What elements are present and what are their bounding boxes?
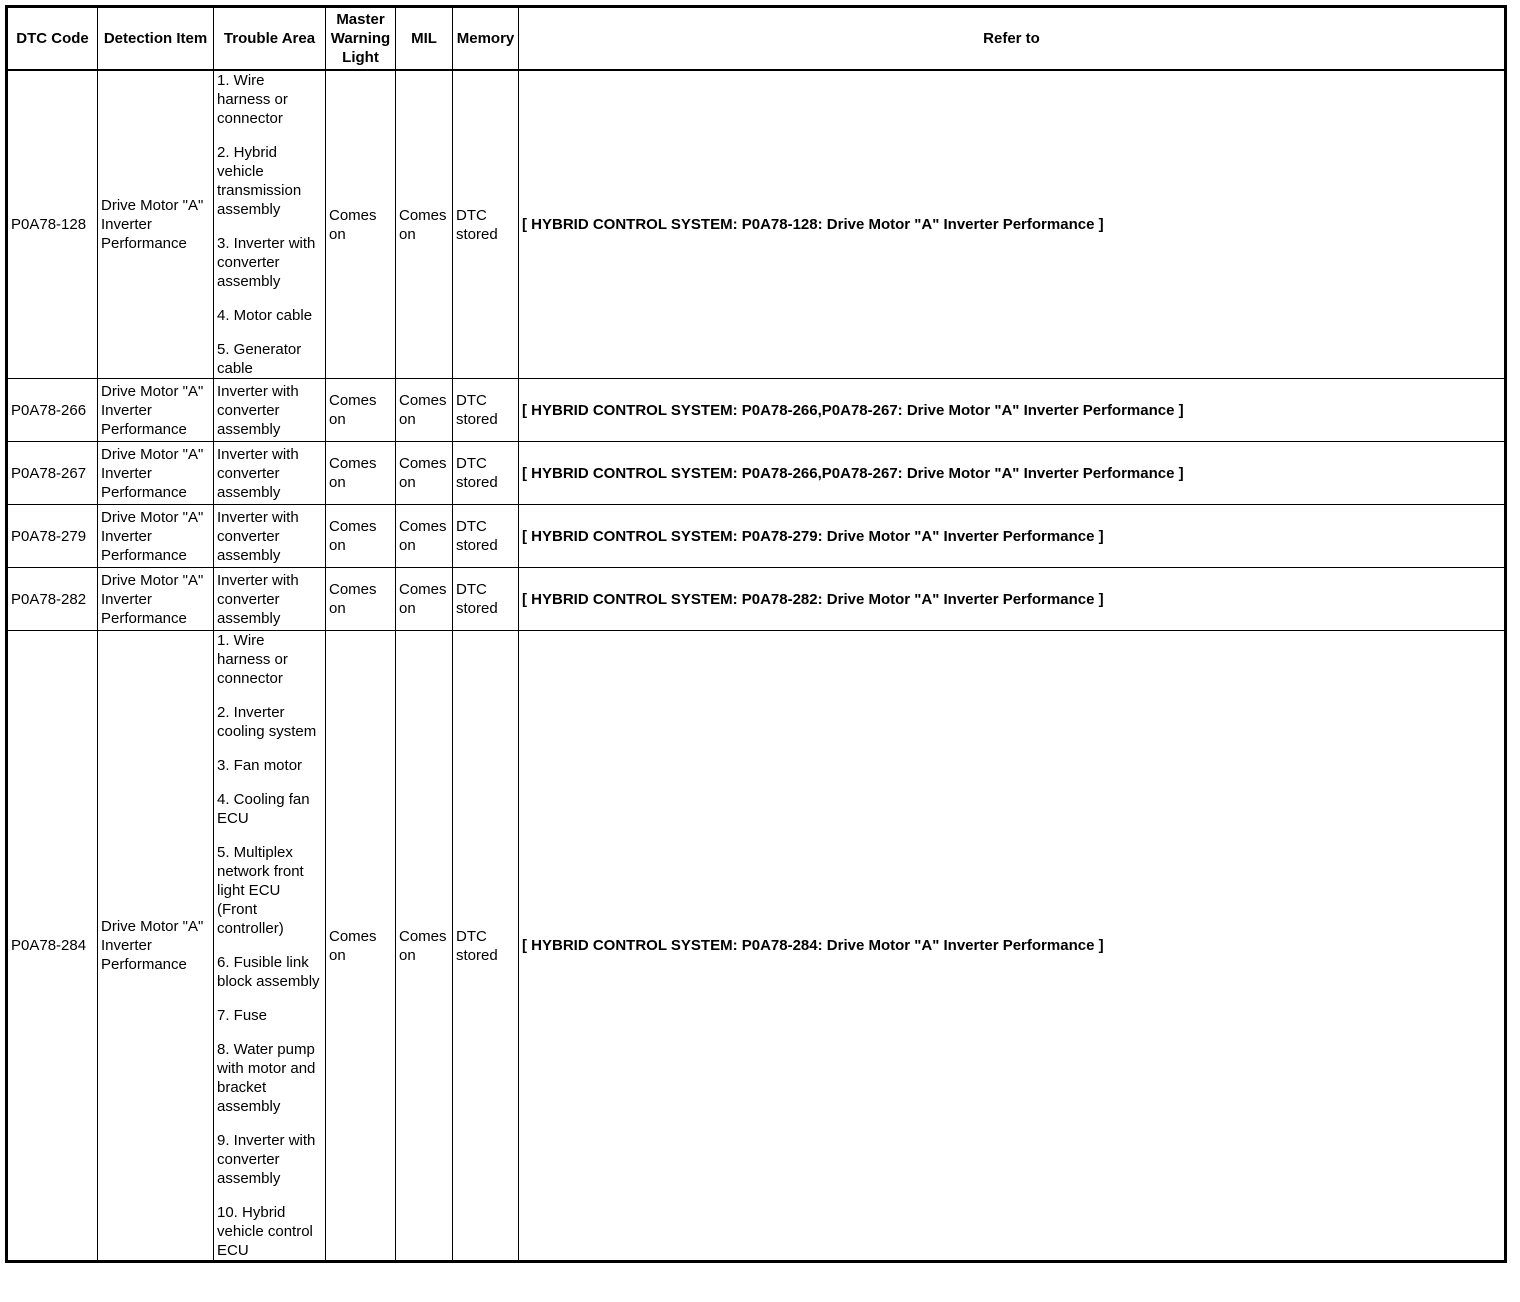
header-trouble-area: Trouble Area	[214, 7, 326, 71]
memory-cell: DTC stored	[453, 379, 519, 442]
trouble-area-item: Inverter with converter assembly	[217, 445, 299, 501]
detection-item-cell: Drive Motor "A" Inverter Performance	[98, 505, 214, 568]
table-body	[7, 70, 1506, 1262]
trouble-area-cell	[214, 631, 326, 1262]
mil-cell: Comes on	[396, 631, 453, 1262]
trouble-area-item: 7. Fuse	[217, 1007, 268, 1024]
dtc-code-cell: P0A78-279	[7, 505, 98, 568]
trouble-area-item: 3. Inverter with converter assembly	[217, 235, 316, 290]
trouble-area-cell	[214, 379, 326, 442]
detection-item-cell: Drive Motor "A" Inverter Performance	[98, 568, 214, 631]
detection-item-cell: Drive Motor "A" Inverter Performance	[98, 442, 214, 505]
mil-cell: Comes on	[396, 70, 453, 379]
trouble-area-item: Inverter with converter assembly	[217, 571, 299, 627]
memory-cell: DTC stored	[453, 442, 519, 505]
trouble-area-item: 1. Wire harness or connector	[217, 72, 288, 127]
dtc-code-cell: P0A78-267	[7, 442, 98, 505]
master-warning-light-cell: Comes on	[326, 631, 396, 1262]
trouble-area-cell	[214, 442, 326, 505]
header-detection-item: Detection Item	[98, 7, 214, 71]
table-header	[7, 7, 1506, 71]
memory-cell: DTC stored	[453, 631, 519, 1262]
table-row	[7, 631, 1506, 1262]
trouble-area-item: 9. Inverter with converter assembly	[217, 1132, 316, 1187]
table-row	[7, 568, 1506, 631]
refer-to-link[interactable]: [ HYBRID CONTROL SYSTEM: P0A78-282: Drive Motor "A" Inverter Performance ]	[519, 568, 1506, 631]
header-mil: MIL	[396, 7, 453, 71]
trouble-area-item: Inverter with converter assembly	[217, 382, 299, 438]
trouble-area-cell	[214, 568, 326, 631]
dtc-table	[5, 5, 1507, 1263]
trouble-area-item: 3. Fan motor	[217, 757, 303, 774]
refer-to-link[interactable]: [ HYBRID CONTROL SYSTEM: P0A78-266,P0A78-267: Drive Motor "A" Inverter Performance ]	[519, 442, 1506, 505]
dtc-code-cell: P0A78-266	[7, 379, 98, 442]
table-row	[7, 379, 1506, 442]
detection-item-cell: Drive Motor "A" Inverter Performance	[98, 631, 214, 1262]
trouble-area-item: 5. Multiplex network front light ECU (Front controller)	[217, 844, 304, 937]
refer-to-link[interactable]: [ HYBRID CONTROL SYSTEM: P0A78-266,P0A78-267: Drive Motor "A" Inverter Performance ]	[519, 379, 1506, 442]
dtc-code-cell: P0A78-284	[7, 631, 98, 1262]
dtc-code-cell: P0A78-128	[7, 70, 98, 379]
trouble-area-item: 1. Wire harness or connector	[217, 632, 288, 687]
mil-cell: Comes on	[396, 379, 453, 442]
trouble-area-cell	[214, 70, 326, 379]
trouble-area-item: 8. Water pump with motor and bracket assembly	[217, 1041, 316, 1115]
table-row	[7, 442, 1506, 505]
header-master-warning-light: Master Warning Light	[326, 7, 396, 71]
refer-to-link[interactable]: [ HYBRID CONTROL SYSTEM: P0A78-279: Drive Motor "A" Inverter Performance ]	[519, 505, 1506, 568]
trouble-area-item: 6. Fusible link block assembly	[217, 954, 320, 990]
memory-cell: DTC stored	[453, 70, 519, 379]
trouble-area-item: 5. Generator cable	[217, 341, 302, 377]
refer-to-link[interactable]: [ HYBRID CONTROL SYSTEM: P0A78-284: Drive Motor "A" Inverter Performance ]	[519, 631, 1506, 1262]
memory-cell: DTC stored	[453, 568, 519, 631]
header-memory: Memory	[453, 7, 519, 71]
header-dtc-code: DTC Code	[7, 7, 98, 71]
detection-item-cell: Drive Motor "A" Inverter Performance	[98, 70, 214, 379]
refer-to-link[interactable]: [ HYBRID CONTROL SYSTEM: P0A78-128: Drive Motor "A" Inverter Performance ]	[519, 70, 1506, 379]
trouble-area-item: 2. Inverter cooling system	[217, 704, 317, 740]
master-warning-light-cell: Comes on	[326, 379, 396, 442]
master-warning-light-cell: Comes on	[326, 568, 396, 631]
trouble-area-item: Inverter with converter assembly	[217, 508, 299, 564]
trouble-area-cell	[214, 505, 326, 568]
mil-cell: Comes on	[396, 442, 453, 505]
mil-cell: Comes on	[396, 505, 453, 568]
trouble-area-item: 2. Hybrid vehicle transmission assembly	[217, 144, 302, 218]
trouble-area-item: 10. Hybrid vehicle control ECU	[217, 1204, 313, 1259]
header-refer-to: Refer to	[519, 7, 1506, 71]
table-row	[7, 70, 1506, 379]
trouble-area-item: 4. Motor cable	[217, 307, 313, 324]
header-row	[7, 7, 1506, 71]
mil-cell: Comes on	[396, 568, 453, 631]
master-warning-light-cell: Comes on	[326, 442, 396, 505]
master-warning-light-cell: Comes on	[326, 505, 396, 568]
dtc-code-cell: P0A78-282	[7, 568, 98, 631]
table-row	[7, 505, 1506, 568]
master-warning-light-cell: Comes on	[326, 70, 396, 379]
memory-cell: DTC stored	[453, 505, 519, 568]
trouble-area-item: 4. Cooling fan ECU	[217, 791, 310, 827]
detection-item-cell: Drive Motor "A" Inverter Performance	[98, 379, 214, 442]
